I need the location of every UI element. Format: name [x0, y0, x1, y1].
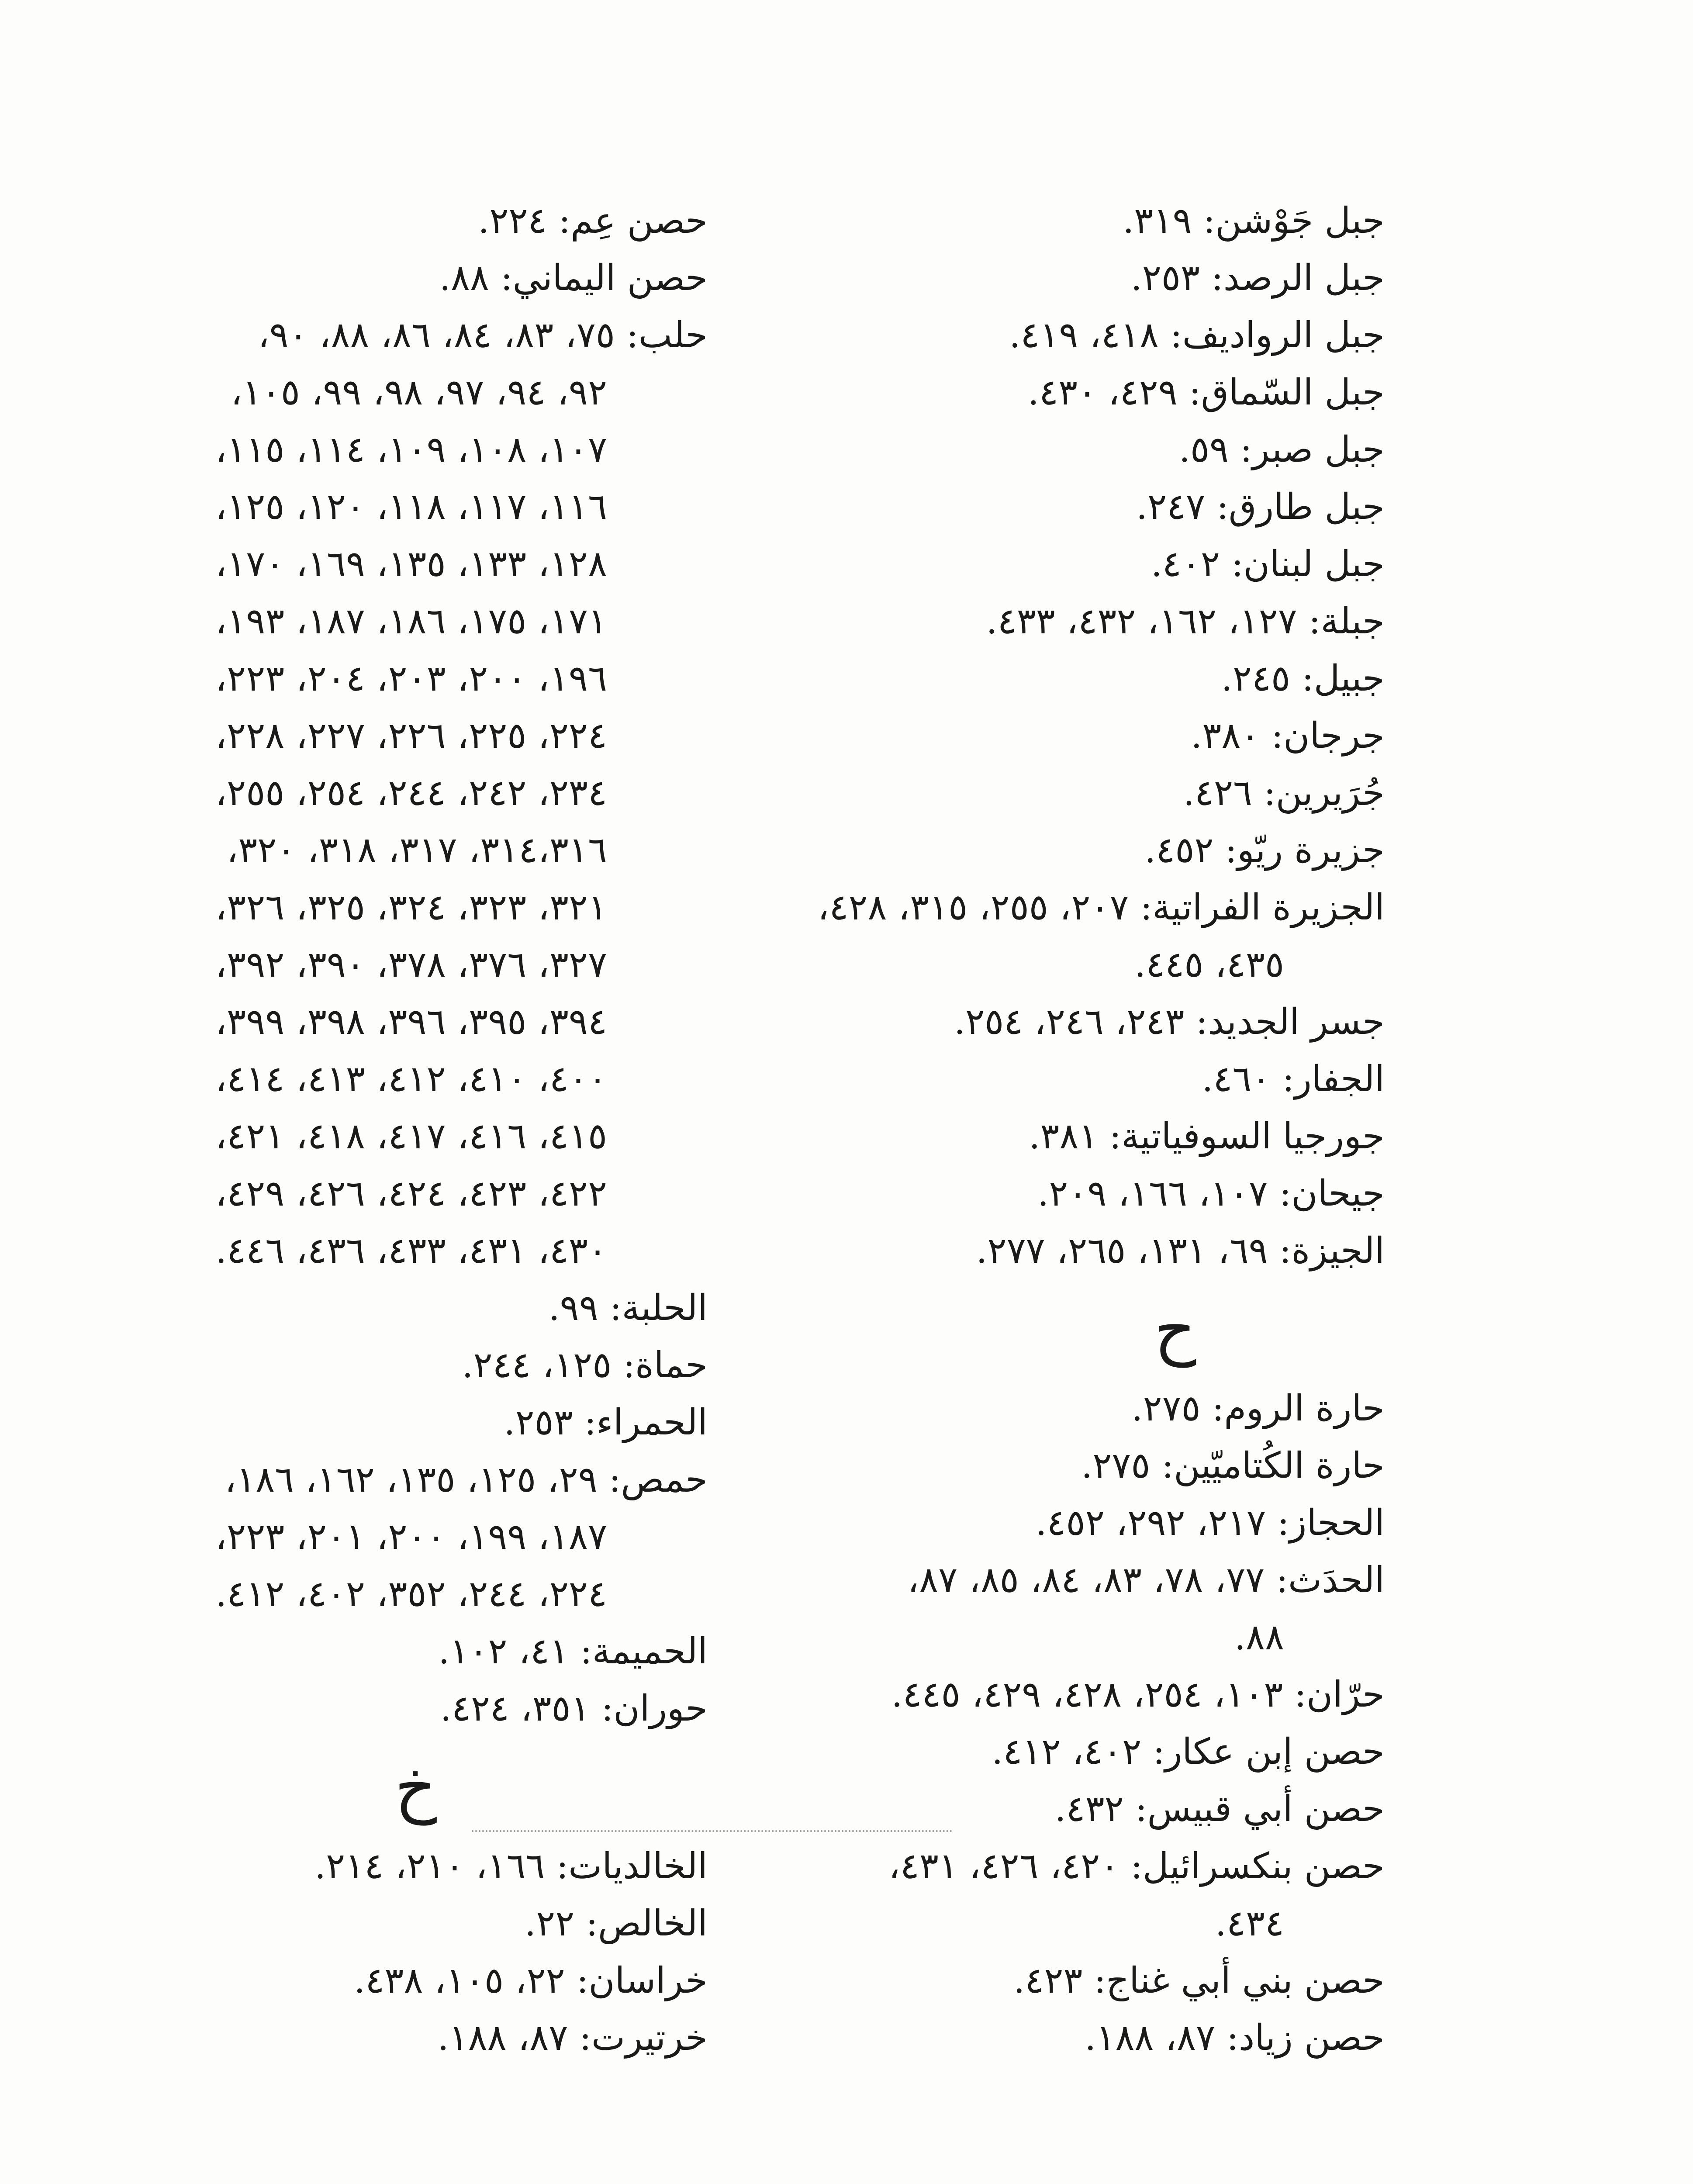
index-entry: الحمراء: ٢٥٣.	[504, 1402, 708, 1443]
index-entry-continuation: ٤٠٠، ٤١٠، ٤١٢، ٤١٣، ٤١٤،	[215, 1058, 607, 1100]
index-entry: حصن أبي قبيس: ٤٣٢.	[1054, 1788, 1385, 1830]
index-entry-continuation: ٢٢٤، ٢٢٥، ٢٢٦، ٢٢٧، ٢٢٨،	[215, 715, 607, 757]
index-entry: خرتيرت: ٨٧، ١٨٨.	[437, 2017, 708, 2059]
index-entry-continuation: ٨٨.	[1234, 1617, 1284, 1658]
index-entry: الحميمة: ٤١، ١٠٢.	[438, 1631, 708, 1672]
index-entry: حارة الروم: ٢٧٥.	[1131, 1388, 1385, 1429]
index-entry-continuation: ٣٢٧، ٣٧٦، ٣٧٨، ٣٩٠، ٣٩٢،	[215, 944, 607, 985]
index-entry: الحدَث: ٧٧، ٧٨، ٨٣، ٨٤، ٨٥، ٨٧،	[907, 1559, 1385, 1601]
section-letter: ح	[1154, 1292, 1196, 1368]
index-entry: حصن بنكسرائيل: ٤٢٠، ٤٢٦، ٤٣١،	[888, 1845, 1385, 1887]
index-entry: الجيزة: ٦٩، ١٣١، ٢٦٥، ٢٧٧.	[976, 1230, 1385, 1272]
index-entry: جبلة: ١٢٧، ١٦٢، ٤٣٢، ٤٣٣.	[986, 601, 1385, 642]
index-entry-continuation: ١٠٧، ١٠٨، ١٠٩، ١١٤، ١١٥،	[215, 429, 607, 470]
index-entry: جبل السّماق: ٤٢٩، ٤٣٠.	[1027, 372, 1385, 413]
index-entry: جورجيا السوفياتية: ٣٨١.	[1029, 1116, 1385, 1157]
index-entry: حارة الكُتاميّين: ٢٧٥.	[1081, 1445, 1385, 1486]
index-entry-continuation: ٢٣٤، ٢٤٢، ٢٤٤، ٢٥٤، ٢٥٥،	[215, 772, 607, 814]
index-entry: جبل لبنان: ٤٠٢.	[1151, 543, 1385, 585]
dotted-rule	[472, 1830, 952, 1832]
index-entry: جبيل: ٢٤٥.	[1221, 658, 1385, 699]
index-entry: حصن زياد: ٨٧، ١٨٨.	[1085, 2017, 1385, 2059]
index-entry: حصن عِم: ٢٢٤.	[478, 200, 708, 242]
index-entry-continuation: ٣١٤،٣١٦، ٣١٧، ٣١٨، ٣٢٠،	[226, 829, 607, 871]
index-entry-continuation: ٤٢٢، ٤٢٣، ٤٢٤، ٤٢٦، ٤٢٩،	[215, 1173, 607, 1214]
index-entry: حماة: ١٢٥، ٢٤٤.	[462, 1344, 708, 1386]
index-entry-continuation: ٤٣٠، ٤٣١، ٤٣٣، ٤٣٦، ٤٤٦.	[215, 1230, 607, 1272]
index-entry: حلب: ٧٥، ٨٣، ٨٤، ٨٦، ٨٨، ٩٠،	[258, 314, 708, 356]
index-entry: الجفار: ٤٦٠.	[1202, 1058, 1385, 1100]
index-entry-continuation: ١٢٨، ١٣٣، ١٣٥، ١٦٩، ١٧٠،	[215, 543, 607, 585]
index-entry-continuation: ٤٣٤.	[1215, 1903, 1284, 1944]
index-entry-continuation: ١١٦، ١١٧، ١١٨، ١٢٠، ١٢٥،	[215, 486, 607, 528]
index-entry: حوران: ٣٥١، ٤٢٤.	[440, 1688, 708, 1729]
index-column-left	[9, 192, 708, 2067]
index-entry-continuation: ١٨٧، ١٩٩، ٢٠٠، ٢٠١، ٢٢٣،	[215, 1516, 607, 1558]
index-entry: حصن اليماني: ٨٨.	[439, 257, 708, 299]
index-entry: الخالص: ٢٢.	[525, 1903, 708, 1944]
index-entry: الجزيرة الفراتية: ٢٠٧، ٢٥٥، ٣١٥، ٤٢٨،	[817, 887, 1385, 928]
index-entry-continuation: ٤٣٥، ٤٤٥.	[1134, 944, 1284, 985]
index-entry: جبل الرصد: ٢٥٣.	[1130, 257, 1385, 299]
index-entry: جيحان: ١٠٧، ١٦٦، ٢٠٩.	[1037, 1173, 1385, 1214]
index-entry: جبل جَوْشن: ٣١٩.	[1123, 200, 1385, 242]
index-entry-continuation: ١٩٦، ٢٠٠، ٢٠٣، ٢٠٤، ٢٢٣،	[215, 658, 607, 699]
index-entry: حمص: ٢٩، ١٢٥، ١٣٥، ١٦٢، ١٨٦،	[225, 1459, 708, 1500]
index-entry-continuation: ٢٢٤، ٢٤٤، ٣٥٢، ٤٠٢، ٤١٢.	[215, 1573, 607, 1615]
index-entry-continuation: ٣٩٤، ٣٩٥، ٣٩٦، ٣٩٨، ٣٩٩،	[215, 1001, 607, 1043]
index-entry-continuation: ٣٢١، ٣٢٣، ٣٢٤، ٣٢٥، ٣٢٦،	[215, 887, 607, 928]
index-entry: الحجاز: ٢١٧، ٢٩٢، ٤٥٢.	[1035, 1502, 1385, 1544]
index-entry: حرّان: ١٠٣، ٢٥٤، ٤٢٨، ٤٢٩، ٤٤٥.	[891, 1674, 1385, 1715]
index-entry: جُرَيرين: ٤٢٦.	[1183, 772, 1385, 814]
index-entry: جرجان: ٣٨٠.	[1191, 715, 1385, 757]
index-entry-continuation: ٩٢، ٩٤، ٩٧، ٩٨، ٩٩، ١٠٥،	[231, 372, 607, 413]
index-entry: حصن بني أبي غناج: ٤٢٣.	[1013, 1960, 1385, 2001]
index-entry-continuation: ١٧١، ١٧٥، ١٨٦، ١٨٧، ١٩٣،	[215, 601, 607, 642]
index-column-right	[703, 192, 1385, 2067]
index-entry: الحلبة: ٩٩.	[548, 1287, 708, 1329]
index-entry: الخالديات: ١٦٦، ٢١٠، ٢١٤.	[314, 1845, 708, 1887]
index-entry: جبل صبر: ٥٩.	[1178, 429, 1385, 470]
index-entry: حصن إبن عكار: ٤٠٢، ٤١٢.	[992, 1731, 1385, 1773]
index-entry-continuation: ٤١٥، ٤١٦، ٤١٧، ٤١٨، ٤٢١،	[215, 1116, 607, 1157]
index-entry: خراسان: ٢٢، ١٠٥، ٤٣٨.	[354, 1960, 708, 2001]
index-entry: جبل طارق: ٢٤٧.	[1136, 486, 1385, 528]
index-entry: جزيرة ريّو: ٤٥٢.	[1144, 829, 1385, 871]
index-entry: جسر الجديد: ٢٤٣، ٢٤٦، ٢٥٤.	[954, 1001, 1385, 1043]
section-letter: خ	[394, 1749, 437, 1825]
index-entry: جبل الرواديف: ٤١٨، ٤١٩.	[1009, 314, 1385, 356]
